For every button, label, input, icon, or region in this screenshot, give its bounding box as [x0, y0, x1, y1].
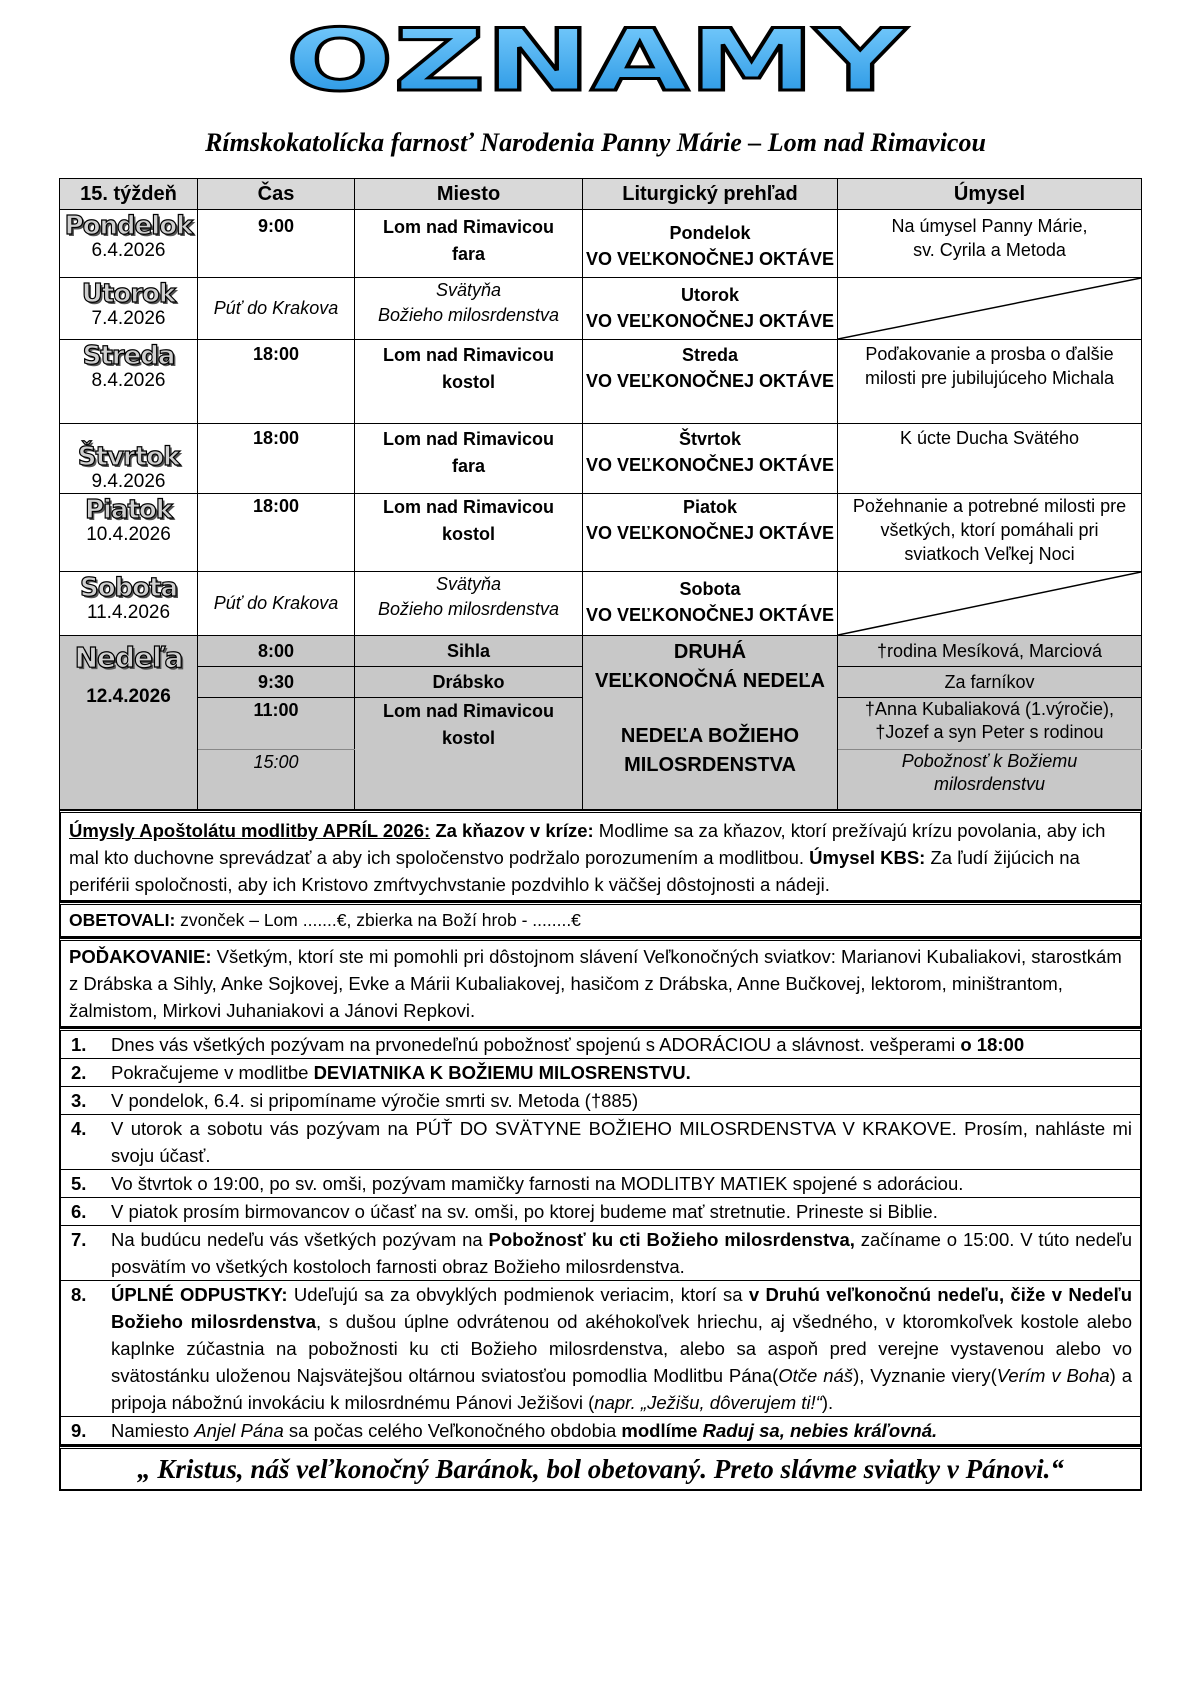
notice-bold-italic: Raduj sa, nebies kráľovná. [702, 1420, 938, 1441]
liturgy-day: Streda [681, 345, 739, 365]
notice-bold: v Druhú veľkonočnú nedeľu, čiže v Nedeľu Božieho milosrdenstva [111, 1284, 1132, 1332]
day-row [60, 572, 1142, 636]
offered-text: zvonček – Lom .......€, zbierka na Boží hrob - ........€ [175, 910, 581, 930]
intention-line2: †Jozef a syn Peter s rodinou [875, 722, 1104, 742]
apostolate-text1: Modlime sa za kňazov, ktorí prežívajú krízu povolania, aby ich mal kto duchovne sprevádzať a aby ich spoločenstvo podržalo porozumením a modlitbou. [69, 820, 1106, 868]
event: Púť do Krakova [198, 278, 355, 340]
notice-bold: DEVIATNIKA K BOŽIEMU MILOSRENSTVU. [313, 1062, 691, 1083]
intention-line3: sviatkoch Veľkej Noci [904, 544, 1075, 564]
place: Drábsko [355, 667, 583, 698]
notice-item [61, 1114, 1140, 1169]
day-date: 7.4.2026 [91, 308, 166, 329]
indulgence-label: ÚPLNÉ ODPUSTKY: [111, 1284, 288, 1305]
apostolate-sub2: Úmysel KBS: [809, 847, 926, 868]
notice-bold: modlíme [621, 1420, 703, 1441]
page-title [0, 22, 1191, 100]
notice-text: V utorok a sobotu vás pozývam na PÚŤ DO SVÄTYNE BOŽIEHO MILOSRDENSTVA V KRAKOVE. Prosím, nahláste mi svoju účasť. [111, 1118, 1132, 1166]
notice-italic: Verím v Boha [996, 1365, 1110, 1386]
notice-text: Namiesto [111, 1420, 195, 1441]
notice-number: 7. [71, 1229, 87, 1250]
notice-number: 6. [71, 1201, 87, 1222]
event: Púť do Krakova [198, 572, 355, 636]
notice-text-end: začíname o 15:00. V túto nedeľu posvätím vo všetkých kostoloch farnosti obraz Božieho milosrdenstva. [111, 1229, 1132, 1277]
mass-time: 8:00 [198, 636, 355, 667]
liturgy-season: VO VEĽKONOČNEJ OKTÁVE [585, 249, 835, 269]
notice-text: ). [821, 1392, 834, 1413]
liturgy-day: Štvrtok [678, 429, 741, 449]
day-date: 11.4.2026 [86, 602, 171, 623]
notice-text: , s dušou úplne odvrátenou od akéhokoľvek hriechu, aj všedného, v ktoromkoľvek kostole alebo kaplnke zúčastnia na pobožnosti ku cti Božieho milosrdenstva, alebo sa aspoň pred verejne vystavenou alebo vo svätostánku uloženou Najsvätejšou oltárnou sviatosťou pomodlia Modlitbu Pána( [111, 1311, 1132, 1386]
intention-line2: všetkých, ktorí pomáhali pri [880, 520, 1099, 540]
thanks-text: Všetkým, ktorí ste mi pomohli pri dôstojnom slávení Veľkonočných sviatkov: Marianovi Kubaliakovi, starostkám z Drábska a Sihly, Anke Sojkovej, Evke a Márii Kubaliakovej, hasičom z Drábska, Anne Bučkovej, lektorom, miništrantom, žalmistom, Mirkovi Juhaniakovi a Jánovi Repkovi. [69, 946, 1122, 1021]
place-detail: kostol [441, 372, 495, 392]
notice-italic: Anjel Pána [194, 1420, 284, 1441]
day-date: 6.4.2026 [91, 240, 166, 261]
intention: Na úmysel Panny Márie, [891, 216, 1088, 236]
place: Lom nad Rimavicou [382, 345, 555, 365]
notice-item [61, 1280, 1140, 1416]
place: Sihla [355, 636, 583, 667]
day-row [60, 278, 1142, 340]
day-name: Nedeľa [74, 641, 183, 674]
day-date: 12.4.2026 [86, 686, 171, 707]
liturgy-season: VO VEĽKONOČNEJ OKTÁVE [585, 311, 835, 331]
day-date: 8.4.2026 [91, 370, 166, 391]
notice-text: ) a pripoja nábožnú invokáciu k milosrdnému Pánovi Ježišovi ( [111, 1365, 1133, 1413]
bulletin [59, 178, 1142, 1491]
place-detail: kostol [441, 524, 495, 544]
intention: Požehnanie a potrebné milosti pre [852, 496, 1127, 516]
place: Lom nad Rimavicou [382, 217, 555, 237]
place-detail: Božieho milosrdenstva [377, 599, 560, 619]
notice-italic: napr. „Ježišu, dôverujem ti!“ [594, 1392, 822, 1413]
col-place: Miesto [355, 179, 583, 210]
col-intention: Úmysel [838, 179, 1142, 210]
liturgy-feast-line2: MILOSRDENSTVA [624, 754, 796, 776]
offerings [59, 902, 1142, 938]
apostolate-sub1: Za kňazov v kríze: [435, 820, 594, 841]
notice-number: 8. [71, 1284, 87, 1305]
place-detail: fara [451, 244, 486, 264]
schedule-table [59, 178, 1142, 810]
mass-time: 9:00 [198, 210, 355, 278]
notice-item [61, 1058, 1140, 1086]
sunday-row [60, 636, 1142, 667]
day-name: Piatok [84, 495, 173, 525]
notice-text: Dnes vás všetkých pozývam na prvonedeľnú pobožnosť spojenú s ADORÁCIOU a slávnost. vešperami [111, 1034, 961, 1055]
thanks-label: POĎAKOVANIE: [69, 946, 212, 967]
parish-name: Rímskokatolícka farnosť Narodenia Panny Márie – Lom nad Rimavicou [205, 128, 986, 157]
place-detail: Božieho milosrdenstva [377, 305, 560, 325]
day-row [60, 210, 1142, 278]
day-name: Štvrtok [77, 442, 180, 472]
day-row [60, 494, 1142, 572]
intention: Poďakovanie a prosba o ďalšie [865, 344, 1114, 364]
notice-italic: Otče náš [778, 1365, 854, 1386]
notice-text: ), Vyznanie viery( [853, 1365, 997, 1386]
notice-text: Na budúcu nedeľu vás všetkých pozývam na [111, 1229, 489, 1250]
place: Lom nad Rimavicou [382, 497, 555, 517]
notice-item [61, 1416, 1140, 1444]
thanks [59, 938, 1142, 1028]
notice-number: 2. [71, 1062, 87, 1083]
apostolate-text2: Za ľudí žijúcich na periférii spoločnosti, aby ich Kristovo zmŕtvychvstanie pozdvihlo k väčšej dôstojnosti a nádeji. [69, 847, 1080, 895]
empty-intention [838, 572, 1142, 636]
place: Lom nad Rimavicou [382, 429, 555, 449]
notice-text: V pondelok, 6.4. si pripomíname výročie smrti sv. Metoda (†885) [111, 1090, 639, 1111]
svg-text:OZNAMY: OZNAMY [285, 22, 909, 100]
devotion-time: 15:00 [198, 750, 355, 810]
day-name: Pondelok [64, 211, 193, 241]
liturgy-feast: NEDEĽA BOŽIEHO [620, 725, 800, 747]
mass-time: 18:00 [198, 340, 355, 424]
notice-item [61, 1169, 1140, 1197]
apostolate-intentions [59, 810, 1142, 902]
intention-line2: sv. Cyrila a Metoda [913, 240, 1066, 260]
day-name: Streda [82, 341, 175, 371]
day-date: 10.4.2026 [86, 524, 171, 545]
day-name: Utorok [81, 279, 176, 309]
notice-number: 4. [71, 1118, 87, 1139]
liturgy-day: Utorok [681, 285, 739, 305]
intention: K úcte Ducha Svätého [899, 428, 1080, 448]
notice-item [61, 1197, 1140, 1225]
liturgy-day: Piatok [682, 497, 738, 517]
liturgy-season: VO VEĽKONOČNEJ OKTÁVE [585, 371, 835, 391]
notice-text: V piatok prosím birmovancov o účasť na sv. omši, po ktorej budeme mať stretnutie. Prineste si Biblie. [111, 1201, 938, 1222]
notice-item [61, 1031, 1140, 1058]
notice-text: sa počas celého Veľkonočného obdobia [283, 1420, 622, 1441]
col-time: Čas [198, 179, 355, 210]
notices-list [59, 1028, 1142, 1446]
intention: Za farníkov [838, 667, 1142, 698]
intention: †rodina Mesíková, Marciová [838, 636, 1142, 667]
day-row [60, 340, 1142, 424]
notice-bold: Pobožnosť ku cti Božieho milosrdenstva, [488, 1229, 855, 1250]
place-detail: fara [451, 456, 486, 476]
mass-time: 18:00 [198, 494, 355, 572]
notice-item [61, 1225, 1140, 1280]
notice-text: Udeľujú sa za obvyklých podmienok veriacim, ktorí sa [287, 1284, 749, 1305]
intention: †Anna Kubaliaková (1.výročie), [864, 699, 1115, 719]
liturgy-day: Pondelok [669, 223, 751, 243]
intention: Pobožnosť k Božiemu [901, 751, 1078, 771]
day-name: Sobota [79, 573, 178, 603]
offered-label: OBETOVALI: [69, 910, 176, 930]
closing-quote: „ Kristus, náš veľkonočný Baránok, bol obetovaný. Preto slávme sviatky v Pánovi.“ [59, 1446, 1142, 1491]
notice-number: 3. [71, 1090, 87, 1111]
liturgy-season: VEĽKONOČNÁ NEDEĽA [594, 670, 825, 692]
mass-time: 9:30 [198, 667, 355, 698]
col-liturgy: Liturgický prehľad [583, 179, 838, 210]
intention-line2: milosrdenstvu [933, 774, 1046, 794]
place: Lom nad Rimavicou [382, 701, 555, 721]
mass-time: 18:00 [198, 424, 355, 494]
notice-text: Pokračujeme v modlitbe [111, 1062, 314, 1083]
day-date: 9.4.2026 [91, 471, 166, 492]
place-detail: kostol [441, 728, 495, 748]
liturgy-season: VO VEĽKONOČNEJ OKTÁVE [585, 455, 835, 475]
mass-time: 11:00 [198, 698, 355, 750]
apostolate-label: Úmysly Apoštolátu modlitby APRÍL 2026: [69, 820, 431, 841]
notice-bold: o 18:00 [960, 1034, 1025, 1055]
oznamy-logo [271, 22, 921, 100]
notice-number: 1. [71, 1034, 87, 1055]
notice-text: Vo štvrtok o 19:00, po sv. omši, pozývam mamičky farnosti na MODLITBY MATIEK spojené s adoráciou. [111, 1173, 964, 1194]
liturgy-season: VO VEĽKONOČNEJ OKTÁVE [585, 523, 835, 543]
liturgy-day: DRUHÁ [673, 641, 747, 663]
empty-intention [838, 278, 1142, 340]
notice-number: 5. [71, 1173, 87, 1194]
liturgy-day: Sobota [679, 579, 741, 599]
notice-item [61, 1086, 1140, 1114]
liturgy-season: VO VEĽKONOČNEJ OKTÁVE [585, 605, 835, 625]
col-week: 15. týždeň [60, 179, 198, 210]
intention-line2: milosti pre jubilujúceho Michala [864, 368, 1115, 388]
day-row [60, 424, 1142, 494]
notice-number: 9. [71, 1420, 87, 1441]
place: Svätyňa [435, 574, 502, 594]
place: Svätyňa [435, 280, 502, 300]
